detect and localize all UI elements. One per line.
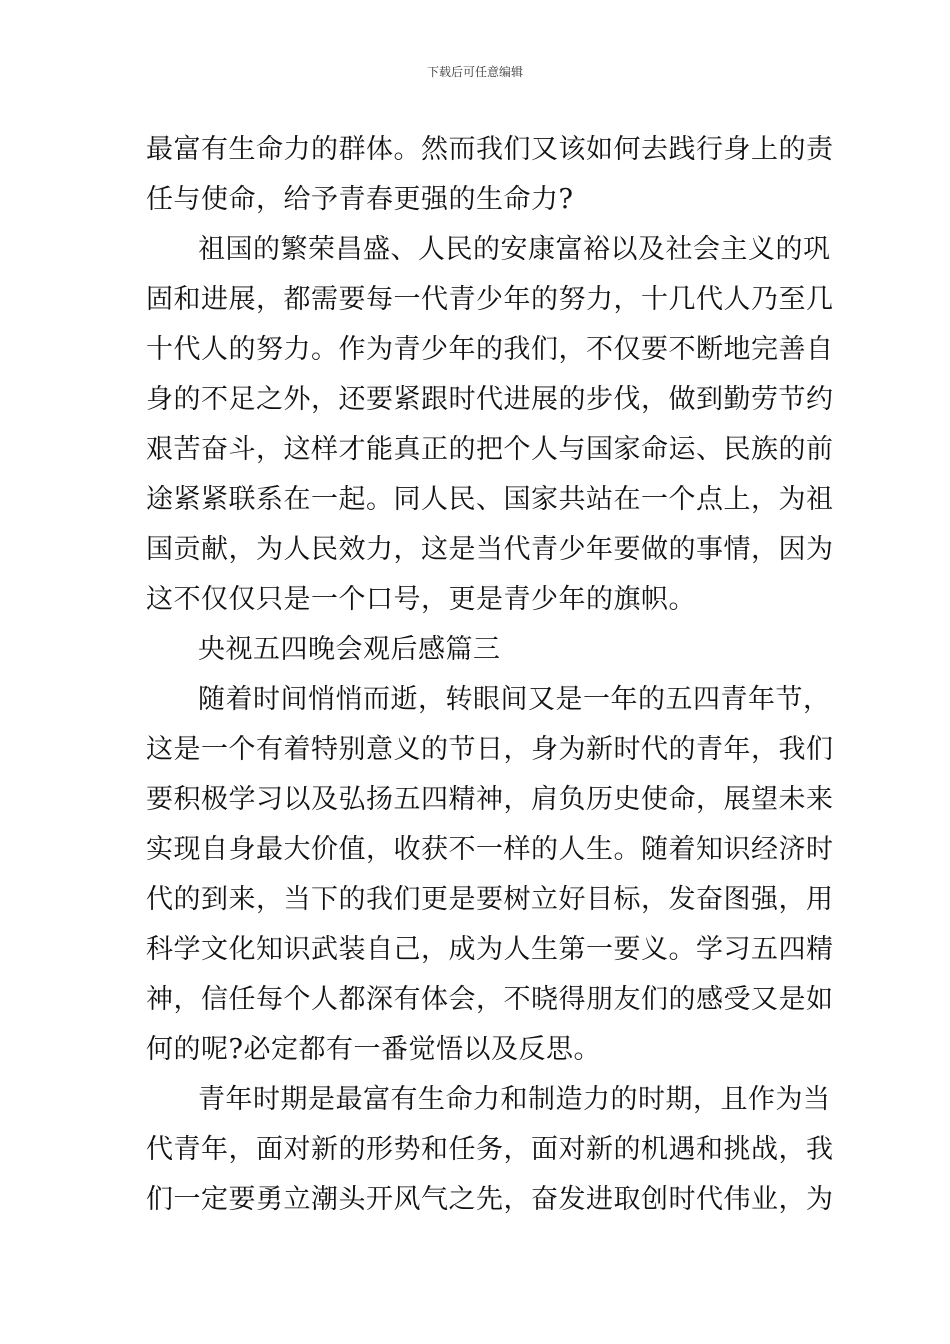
text-line: 科学文化知识武装自己，成为人生第一要义。学习五四精	[146, 934, 834, 965]
text-line: 神，信任每个人都深有体会，不晓得朋友们的感受又是如	[146, 984, 834, 1015]
text-line: 身的不足之外，还要紧跟时代进展的步伐，做到勤劳节约	[146, 384, 834, 415]
section-heading: 央视五四晚会观后感篇三	[198, 634, 501, 665]
text-line: 艰苦奋斗，这样才能真正的把个人与国家命运、民族的前	[146, 434, 834, 465]
page-header-note: 下载后可任意编辑	[426, 65, 523, 79]
text-line: 任与使命，给予青春更强的生命力?	[146, 184, 574, 215]
text-line: 这不仅仅只是一个口号，更是青少年的旗帜。	[146, 584, 696, 615]
text-line: 实现自身最大价值，收获不一样的人生。随着知识经济时	[146, 834, 834, 865]
text-line: 途紧紧联系在一起。同人民、国家共站在一个点上，为祖	[146, 484, 834, 515]
text-line: 代的到来，当下的我们更是要树立好目标，发奋图强，用	[146, 884, 834, 915]
text-line: 要积极学习以及弘扬五四精神，肩负历史使命，展望未来	[146, 784, 834, 815]
text-line: 何的呢?必定都有一番觉悟以及反思。	[146, 1034, 601, 1065]
text-line: 祖国的繁荣昌盛、人民的安康富裕以及社会主义的巩	[198, 234, 831, 265]
text-line: 们一定要勇立潮头开风气之先，奋发进取创时代伟业，为	[146, 1184, 834, 1215]
text-line: 这是一个有着特别意义的节日，身为新时代的青年，我们	[146, 734, 834, 765]
text-line: 十代人的努力。作为青少年的我们，不仅要不断地完善自	[146, 334, 834, 365]
text-line: 随着时间悄悄而逝，转眼间又是一年的五四青年节，	[198, 684, 831, 715]
text-line: 青年时期是最富有生命力和制造力的时期，且作为当	[198, 1084, 831, 1115]
text-line: 固和进展，都需要每一代青少年的努力，十几代人乃至几	[146, 284, 834, 315]
text-line: 代青年，面对新的形势和任务，面对新的机遇和挑战，我	[146, 1134, 834, 1165]
text-line: 最富有生命力的群体。然而我们又该如何去践行身上的责	[146, 134, 834, 165]
text-line: 国贡献，为人民效力，这是当代青少年要做的事情，因为	[146, 534, 834, 565]
